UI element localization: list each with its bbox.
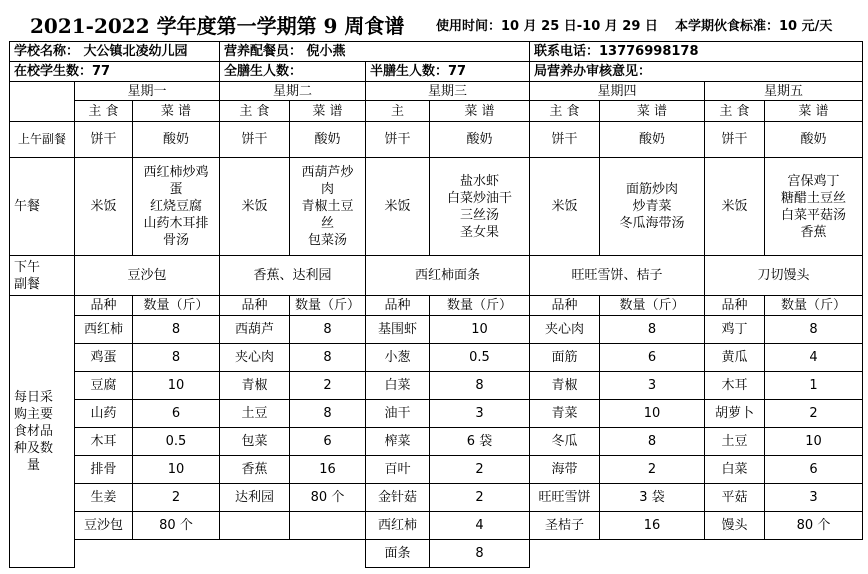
am-snack-item: 酸奶	[132, 121, 220, 158]
review-opinion: 局营养办审核意见：	[529, 61, 863, 82]
staple-header: 主 食	[74, 100, 133, 122]
ingredient-quantity: 6	[132, 399, 220, 428]
ingredient-quantity: 8	[289, 343, 366, 372]
ingredient-name: 木耳	[74, 427, 133, 456]
ingredient-quantity: 10	[764, 427, 863, 456]
lunch-staple: 米饭	[529, 157, 600, 256]
ingredient-name: 面筋	[529, 343, 600, 372]
lunch-staple: 米饭	[74, 157, 133, 256]
am-snack-item: 酸奶	[599, 121, 705, 158]
ingredient-name: 冬瓜	[529, 427, 600, 456]
menu-header: 菜 谱	[132, 100, 220, 122]
ingredient-name: 西红柿	[74, 315, 133, 344]
ingredient-name: 西葫芦	[219, 315, 290, 344]
ingredient-header: 品种	[365, 295, 430, 316]
ingredient-name: 旺旺雪饼	[529, 483, 600, 512]
ingredient-header: 品种	[74, 295, 133, 316]
ingredient-name: 青椒	[529, 371, 600, 400]
ingredient-quantity: 6	[599, 343, 705, 372]
ingredient-quantity: 6	[289, 427, 366, 456]
ingredient-name: 青椒	[219, 371, 290, 400]
ingredient-header: 品种	[529, 295, 600, 316]
ingredient-quantity: 16	[289, 455, 366, 484]
day-header: 星期一	[74, 81, 220, 101]
row-label-am-snack: 上午副餐	[9, 121, 75, 158]
quantity-header: 数量（斤）	[429, 295, 530, 316]
ingredient-quantity: 80 个	[132, 511, 220, 540]
ingredient-name: 白菜	[704, 455, 765, 484]
lunch-dishes: 西红柿炒鸡 蛋 红烧豆腐 山药木耳排 骨汤	[132, 157, 220, 256]
ingredient-quantity: 0.5	[132, 427, 220, 456]
ingredient-name: 香蕉	[219, 455, 290, 484]
ingredient-quantity: 2	[764, 399, 863, 428]
ingredient-quantity: 0.5	[429, 343, 530, 372]
ingredient-quantity: 6	[764, 455, 863, 484]
ingredient-quantity: 4	[764, 343, 863, 372]
ingredient-name: 白菜	[365, 371, 430, 400]
am-snack-item: 酸奶	[764, 121, 863, 158]
quantity-header: 数量（斤）	[599, 295, 705, 316]
ingredient-quantity: 3	[599, 371, 705, 400]
row-label-lunch: 午餐	[9, 157, 75, 256]
ingredient-quantity: 6 袋	[429, 427, 530, 456]
am-snack-item: 酸奶	[429, 121, 530, 158]
ingredient-quantity: 2	[599, 455, 705, 484]
contact-phone: 联系电话：13776998178	[529, 41, 863, 62]
lunch-dishes: 西葫芦炒 肉 青椒土豆 丝 包菜汤	[289, 157, 366, 256]
ingredient-name: 木耳	[704, 371, 765, 400]
ingredient-name: 生姜	[74, 483, 133, 512]
menu-header: 菜 谱	[289, 100, 366, 122]
ingredient-name: 西红柿	[365, 511, 430, 540]
am-snack-staple: 饼干	[74, 121, 133, 158]
quantity-header: 数量（斤）	[289, 295, 366, 316]
ingredient-name: 平菇	[704, 483, 765, 512]
ingredient-name: 油干	[365, 399, 430, 428]
am-snack-staple: 饼干	[704, 121, 765, 158]
day-header: 星期四	[529, 81, 705, 101]
ingredient-name: 海带	[529, 455, 600, 484]
ingredient-name: 黄瓜	[704, 343, 765, 372]
am-snack-staple: 饼干	[365, 121, 430, 158]
menu-header: 菜 谱	[429, 100, 530, 122]
ingredient-quantity: 8	[289, 399, 366, 428]
lunch-dishes: 盐水虾 白菜炒油干 三丝汤 圣女果	[429, 157, 530, 256]
day-header: 星期三	[365, 81, 530, 101]
row-label-purchase: 每日采 购主要 食材品 种及数 量	[9, 295, 75, 568]
nutritionist: 营养配餐员： 倪小燕	[219, 41, 530, 62]
ingredient-quantity: 10	[132, 455, 220, 484]
lunch-staple: 米饭	[704, 157, 765, 256]
pm-snack-item: 西红柿面条	[365, 255, 530, 296]
ingredient-quantity: 8	[599, 427, 705, 456]
ingredient-quantity: 10	[429, 315, 530, 344]
staple-header: 主	[365, 100, 430, 122]
empty-cell	[219, 511, 290, 540]
ingredient-name: 豆沙包	[74, 511, 133, 540]
ingredient-quantity: 80 个	[289, 483, 366, 512]
day-header: 星期五	[704, 81, 863, 101]
ingredient-name: 山药	[74, 399, 133, 428]
half-board-count: 半膳生人数：77	[365, 61, 530, 82]
ingredient-quantity: 4	[429, 511, 530, 540]
menu-header: 菜 谱	[599, 100, 705, 122]
ingredient-name: 馒头	[704, 511, 765, 540]
ingredient-quantity: 8	[429, 371, 530, 400]
ingredient-name: 鸡蛋	[74, 343, 133, 372]
ingredient-name: 圣桔子	[529, 511, 600, 540]
ingredient-header: 品种	[219, 295, 290, 316]
lunch-staple: 米饭	[219, 157, 290, 256]
ingredient-name: 榨菜	[365, 427, 430, 456]
pm-snack-item: 旺旺雪饼、桔子	[529, 255, 705, 296]
ingredient-name: 土豆	[219, 399, 290, 428]
ingredient-name: 胡萝卜	[704, 399, 765, 428]
staple-header: 主 食	[529, 100, 600, 122]
ingredient-quantity: 8	[289, 315, 366, 344]
ingredient-name: 土豆	[704, 427, 765, 456]
am-snack-item: 酸奶	[289, 121, 366, 158]
ingredient-quantity: 80 个	[764, 511, 863, 540]
row-label-pm-snack: 下午 副餐	[9, 255, 75, 296]
pm-snack-item: 豆沙包	[74, 255, 220, 296]
ingredient-quantity: 16	[599, 511, 705, 540]
lunch-dishes: 面筋炒肉 炒青菜 冬瓜海带汤	[599, 157, 705, 256]
ingredient-quantity: 3	[764, 483, 863, 512]
staple-header: 主 食	[219, 100, 290, 122]
lunch-staple: 米饭	[365, 157, 430, 256]
ingredient-quantity: 2	[429, 455, 530, 484]
corner-cell	[9, 81, 75, 122]
quantity-header: 数量（斤）	[764, 295, 863, 316]
ingredient-quantity: 2	[289, 371, 366, 400]
ingredient-name: 夹心肉	[219, 343, 290, 372]
ingredient-quantity: 8	[599, 315, 705, 344]
ingredient-name: 基围虾	[365, 315, 430, 344]
pm-snack-item: 刀切馒头	[704, 255, 863, 296]
ingredient-quantity: 10	[599, 399, 705, 428]
ingredient-name: 达利园	[219, 483, 290, 512]
ingredient-quantity: 8	[132, 315, 220, 344]
day-header: 星期二	[219, 81, 366, 101]
ingredient-name: 青菜	[529, 399, 600, 428]
ingredient-name: 夹心肉	[529, 315, 600, 344]
student-count: 在校学生数：77	[9, 61, 220, 82]
ingredient-header: 品种	[704, 295, 765, 316]
staple-header: 主 食	[704, 100, 765, 122]
ingredient-quantity: 2	[429, 483, 530, 512]
ingredient-name: 豆腐	[74, 371, 133, 400]
ingredient-name: 百叶	[365, 455, 430, 484]
ingredient-quantity: 3 袋	[599, 483, 705, 512]
ingredient-name: 金针菇	[365, 483, 430, 512]
am-snack-staple: 饼干	[529, 121, 600, 158]
ingredient-name: 小葱	[365, 343, 430, 372]
full-board-count: 全膳生人数：	[219, 61, 366, 82]
usage-time: 使用时间：10 月 25 日-10 月 29 日	[436, 19, 658, 34]
ingredient-quantity: 1	[764, 371, 863, 400]
ingredient-quantity: 8	[764, 315, 863, 344]
ingredient-name: 鸡丁	[704, 315, 765, 344]
page-title: 2021-2022 学年度第一学期第 9 周食谱	[30, 14, 405, 38]
menu-header: 菜 谱	[764, 100, 863, 122]
ingredient-quantity: 8	[132, 343, 220, 372]
ingredient-name: 排骨	[74, 455, 133, 484]
meal-standard: 本学期伙食标准：10 元/天	[675, 19, 833, 34]
ingredient-quantity: 3	[429, 399, 530, 428]
am-snack-staple: 饼干	[219, 121, 290, 158]
school-name: 学校名称： 大公镇北凌幼儿园	[9, 41, 220, 62]
ingredient-quantity: 2	[132, 483, 220, 512]
quantity-header: 数量（斤）	[132, 295, 220, 316]
ingredient-quantity: 8	[429, 539, 530, 568]
pm-snack-item: 香蕉、达利园	[219, 255, 366, 296]
ingredient-name: 包菜	[219, 427, 290, 456]
ingredient-name: 面条	[365, 539, 430, 568]
empty-cell	[289, 511, 366, 540]
lunch-dishes: 宫保鸡丁 糖醋土豆丝 白菜平菇汤 香蕉	[764, 157, 863, 256]
ingredient-quantity: 10	[132, 371, 220, 400]
